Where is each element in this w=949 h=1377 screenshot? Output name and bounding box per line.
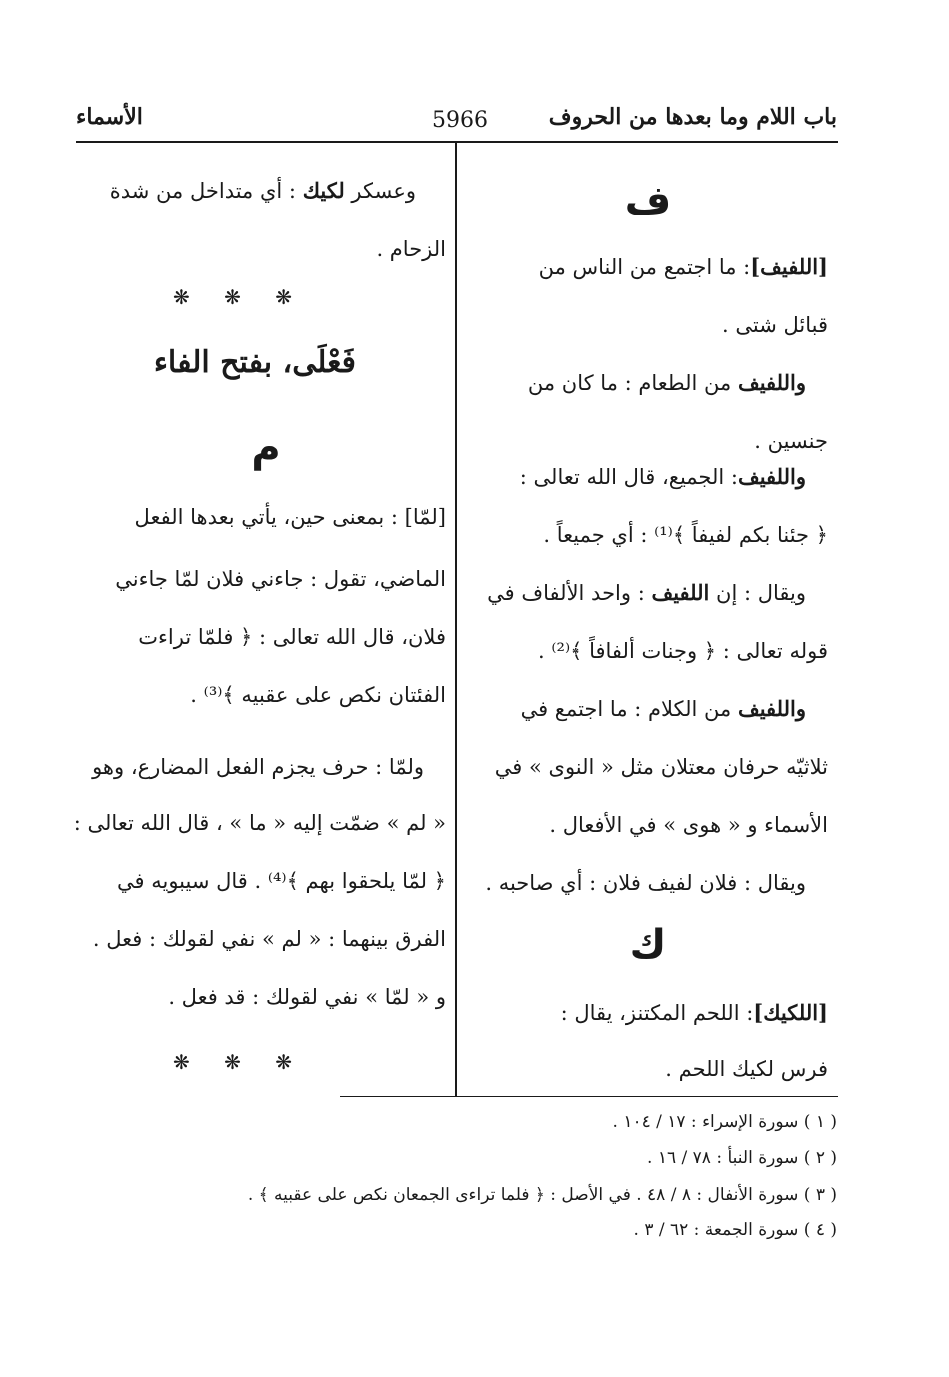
entry-line: واللفيف: الجميع، قال الله تعالى :: [519, 464, 806, 489]
entry-line: الفئتان نكص على عقبيه ﴾⁽³⁾ .: [190, 683, 446, 707]
entry-line: فرس لكيك اللحم .: [665, 1057, 828, 1081]
entry-line: ﴿ جئنا بكم لفيفاً ﴾⁽¹⁾ : أي جميعاً .: [543, 523, 828, 547]
footnote-3: ( ٣ ) سورة الأنفال : ٨ / ٤٨ . في الأصل : ﴿ فلما تراءى الجمعان نكص على عقبيه ﴾ .: [247, 1185, 837, 1205]
entry-line: قبائل شتى .: [722, 313, 828, 337]
footnote-rule: [340, 1096, 838, 1097]
entry-line: الأسماء و « هوى » في الأفعال .: [549, 813, 828, 837]
entry-line: [لمّا] : بمعنى حين، يأتي بعدها الفعل: [134, 505, 446, 529]
entry-line: و « لمّا » نفي لقولك : قد فعل .: [168, 985, 446, 1009]
section-title: فَعْلَى، بفتح الفاء: [153, 345, 356, 380]
separator-stars: ❋ ❋ ❋: [173, 1050, 306, 1074]
separator-stars: ❋ ❋ ❋: [173, 285, 306, 309]
chapter-title: باب اللام وما بعدها من الحروف: [548, 104, 837, 130]
entry-line: واللفيف من الكلام : ما اجتمع في: [520, 696, 806, 721]
entry-line: ﴿ لمّا يلحقوا بهم ﴾⁽⁴⁾ . قال سيبويه في: [117, 869, 446, 893]
entry-line: قوله تعالى : ﴿ وجنات ألفافاً ﴾⁽²⁾ .: [538, 639, 828, 663]
entry-line: ولمّا : حرف يجزم الفعل المضارع، وهو: [92, 755, 424, 779]
entry-line: فلان، قال الله تعالى : ﴿ فلمّا تراءت: [138, 625, 446, 649]
entry-line: الماضي، تقول : جاءني فلان لمّا جاءني: [115, 567, 446, 591]
letter-heading-kaf: ك: [629, 922, 667, 968]
entry-line: واللفيف من الطعام : ما كان من: [527, 370, 806, 395]
header-rule: [76, 141, 838, 143]
entry-line: [اللفيف]: ما اجتمع من الناس من: [538, 254, 828, 279]
footnote-2: ( ٢ ) سورة النبأ : ٧٨ / ١٦ .: [647, 1148, 837, 1168]
letter-heading-mim: م: [251, 425, 281, 471]
letter-heading-fa: ف: [624, 178, 672, 224]
entry-line: جنسين .: [754, 429, 828, 453]
entry-line: الزحام .: [376, 237, 446, 261]
entry-line: ثلاثيّه حرفان معتلان مثل « النوى » في: [494, 755, 828, 779]
entry-line: الفرق بينهما : « لم » نفي لقولك : فعل .: [92, 927, 446, 951]
footnote-1: ( ١ ) سورة الإسراء : ١٧ / ١٠٤ .: [612, 1112, 837, 1132]
section-header: الأسماء: [76, 104, 143, 130]
entry-line: [اللكيك]: اللحم المكتنز، يقال :: [560, 1000, 828, 1025]
entry-line: ويقال : فلان لفيف فلان : أي صاحبه .: [485, 871, 806, 895]
entry-line: وعسكر لكيك : أي متداخل من شدة: [109, 178, 416, 203]
entry-line: « لم » ضمّت إليه « ما » ، قال الله تعالى :: [73, 811, 446, 835]
column-divider: [455, 141, 457, 1096]
footnote-4: ( ٤ ) سورة الجمعة : ٦٢ / ٣ .: [633, 1220, 837, 1240]
page-number: 5966: [432, 108, 488, 133]
entry-line: ويقال : إن اللفيف : واحد الألفاف في: [487, 580, 806, 605]
